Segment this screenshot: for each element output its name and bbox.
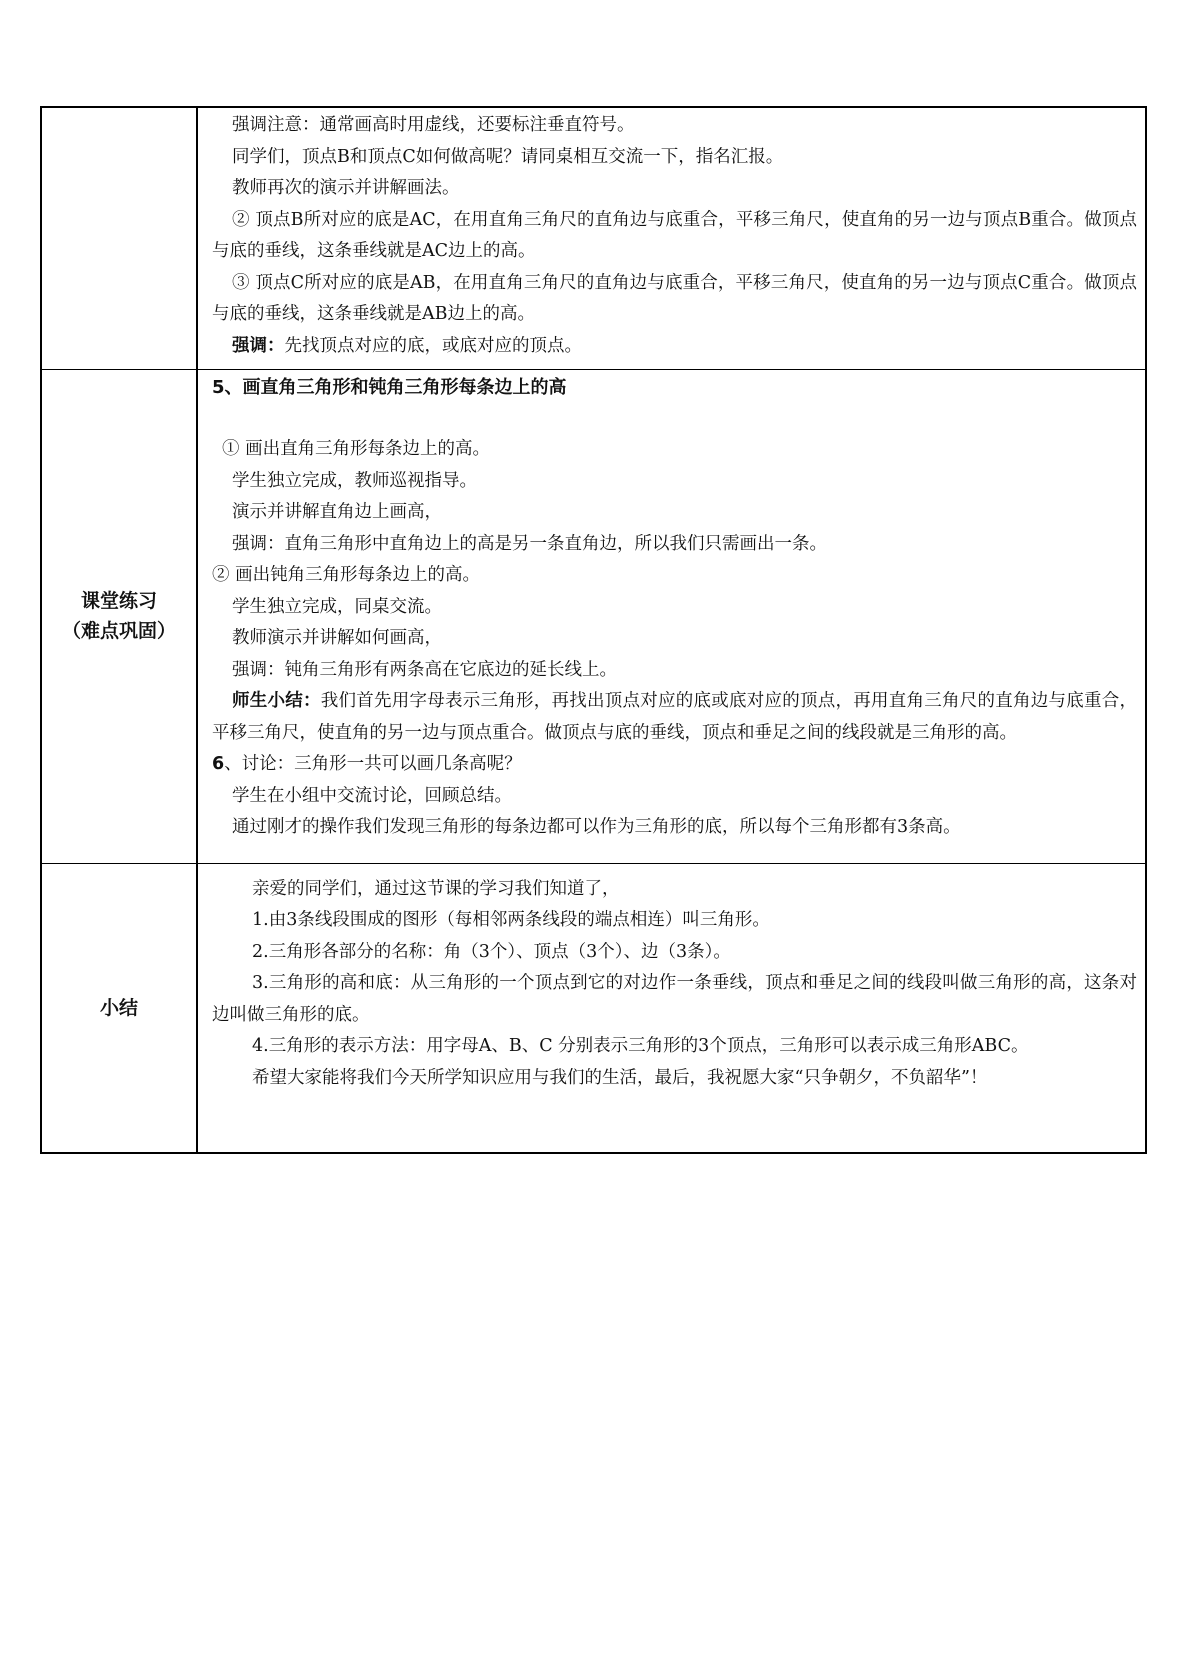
row-content-cell [197, 369, 1146, 863]
text-line: 亲爱的同学们，通过这节课的学习我们知道了， [252, 878, 620, 899]
table-row [41, 863, 1146, 1153]
summary-label: 师生小结： [232, 691, 321, 711]
emphasis-label: 强调： [232, 335, 285, 356]
spacer [212, 403, 1137, 434]
row-label-cell [41, 863, 197, 1153]
section-heading: 5、画直角三角形和钝角三角形每条边上的高 [212, 376, 567, 398]
text-paragraph: ② 顶点B所对应的底是AC，在用直角三角尺的直角边与底重合，平移三角尺，使直角的另一边与顶点B重合。做顶点与底的垂线，这条垂线就是AC边上的高。 [212, 209, 1137, 261]
text-paragraph: 4.三角形的表示方法：用字母A、B、C 分别表示三角形的3个顶点，三角形可以表示成三角形ABC。 [252, 1036, 1029, 1056]
text-paragraph: ③ 顶点C所对应的底是AB，在用直角三角尺的直角边与底重合，平移三角尺，使直角的另一边与顶点C重合。做顶点与底的垂线，这条垂线就是AB边上的高。 [212, 272, 1137, 324]
text-line: 强调：直角三角形中直角边上的高是另一条直角边，所以我们只需画出一条。 [232, 533, 827, 554]
row-label-sub: （难点巩固） [61, 620, 176, 642]
table-row [41, 107, 1146, 369]
text-line: 学生独立完成，教师巡视指导。 [232, 470, 477, 491]
lesson-plan-table [40, 106, 1147, 1154]
text-paragraph: 希望大家能将我们今天所学知识应用与我们的生活，最后，我祝愿大家“只争朝夕，不负韶华”！ [252, 1067, 988, 1088]
text-line: 强调注意：通常画高时用虚线，还要标注垂直符号。 [232, 115, 635, 135]
text-line: 同学们，顶点B和顶点C如何做高呢？请同桌相互交流一下，指名汇报。 [232, 146, 784, 167]
text-line: 强调：钝角三角形有两条高在它底边的延长线上。 [232, 659, 617, 680]
text-paragraph: 通过刚才的操作我们发现三角形的每条边都可以作为三角形的底，所以每个三角形都有3条高。 [232, 817, 961, 837]
summary-paragraph [212, 686, 1137, 749]
text-line: 教师再次的演示并讲解画法。 [232, 178, 460, 198]
discussion-number: 6 [212, 754, 225, 774]
row-label-cell [41, 107, 197, 369]
text-line: 演示并讲解直角边上画高， [232, 502, 442, 522]
text-line: ① 画出直角三角形每条边上的高。 [222, 439, 491, 459]
row-label: 小结 [99, 996, 138, 1019]
row-label: 课堂练习 [80, 590, 157, 612]
emphasis-text: 先找顶点对应的底，或底对应的顶点。 [284, 335, 582, 356]
discussion-line [212, 749, 1137, 781]
emphasis-line [212, 331, 1137, 363]
text-line: 2.三角形各部分的名称：角（3个）、顶点（3个）、边（3条）。 [252, 941, 731, 962]
summary-text: 我们首先用字母表示三角形，再找出顶点对应的底或底对应的顶点，再用直角三角尺的直角边与底重合，平移三角尺，使直角的另一边与顶点重合。做顶点与底的垂线，顶点和垂足之间的线段就是三角形的高。 [212, 691, 1137, 743]
text-paragraph: 3.三角形的高和底：从三角形的一个顶点到它的对边作一条垂线，顶点和垂足之间的线段叫做三角形的高，这条对边叫做三角形的底。 [212, 973, 1137, 1025]
text-line: 学生独立完成，同桌交流。 [232, 596, 442, 617]
text-line: 1.由3条线段围成的图形（每相邻两条线段的端点相连）叫三角形。 [252, 910, 770, 930]
row-label-cell [41, 369, 197, 863]
text-line: ② 画出钝角三角形每条边上的高。 [212, 565, 481, 585]
row-content-cell [197, 107, 1146, 369]
row-content-cell [197, 863, 1146, 1153]
table-row [41, 369, 1146, 863]
text-line: 学生在小组中交流讨论，回顾总结。 [232, 785, 512, 806]
discussion-text: 、讨论：三角形一共可以画几条高呢？ [224, 754, 522, 774]
text-line: 教师演示并讲解如何画高， [232, 628, 442, 648]
